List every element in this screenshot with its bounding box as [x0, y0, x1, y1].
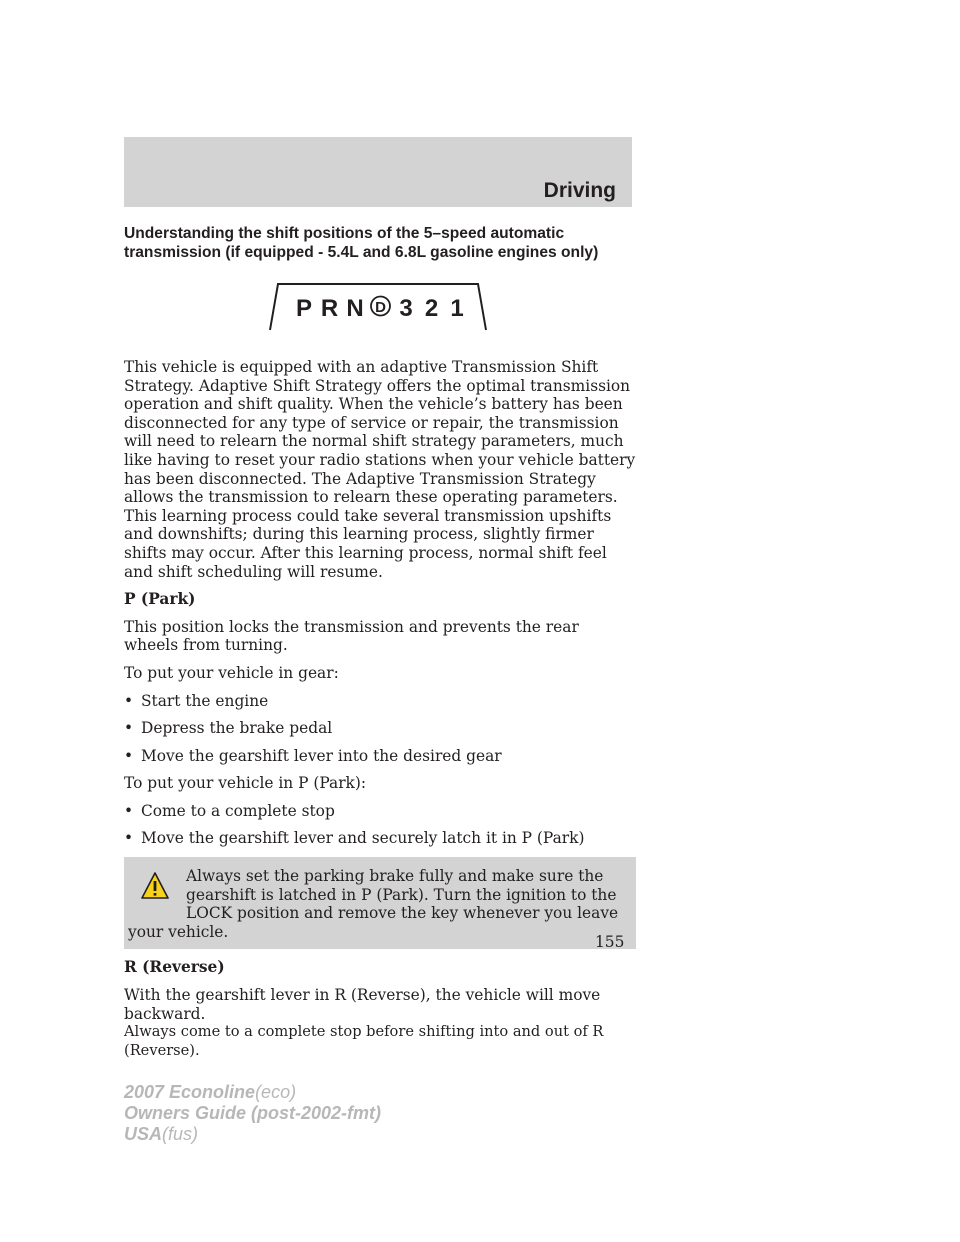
- section-title: Driving: [543, 179, 616, 202]
- page-body: [124, 358, 636, 1060]
- list-item: [124, 719, 636, 738]
- list-item: [124, 747, 636, 766]
- section-header-band: [124, 137, 632, 207]
- gear-intro: To put your vehicle in gear:: [124, 663, 339, 682]
- park-heading: P (Park): [124, 590, 196, 609]
- gear-letter-n: N: [346, 295, 364, 322]
- footer-market: USA: [124, 1124, 163, 1144]
- list-item: [124, 829, 636, 848]
- list-item-text: Start the engine: [141, 691, 269, 710]
- gear-letters: [296, 295, 464, 322]
- bullet-icon: •: [124, 746, 134, 765]
- footer-model: 2007 Econoline: [124, 1082, 256, 1102]
- warning-text: Always set the parking brake fully and make sure the gearshift is latched in P (Park). Turn the ignition to the LOCK position and remove the key whenever you leave your vehicle.: [128, 867, 619, 941]
- list-item-text: Move the gearshift lever and securely latch it in P (Park): [141, 829, 585, 848]
- list-item: [124, 692, 636, 711]
- bullet-icon: •: [124, 719, 134, 738]
- warning-triangle-icon: [140, 871, 170, 901]
- gear-letter-3: 3: [399, 295, 413, 322]
- page-number: 155: [595, 933, 625, 951]
- footer-model-code: (eco): [255, 1082, 297, 1102]
- footer-guide: Owners Guide (post-2002-fmt): [124, 1103, 382, 1123]
- page-heading: Understanding the shift positions of the 5–speed automatic transmission (if equipped - 5.4L and 6.8L gasoline engines only): [124, 225, 599, 261]
- footer: [124, 1082, 381, 1145]
- gear-letter-1: 1: [450, 295, 464, 322]
- bullet-icon: •: [124, 801, 134, 820]
- footer-line-market: [124, 1124, 381, 1145]
- bullet-icon: •: [124, 829, 134, 848]
- footer-line-guide: [124, 1103, 381, 1124]
- reverse-line-1: With the gearshift lever in R (Reverse), the vehicle will move backward.: [124, 986, 601, 1023]
- gear-letter-p: P: [295, 295, 313, 322]
- gear-letter-r: R: [320, 295, 339, 322]
- bullet-icon: •: [124, 691, 134, 710]
- warning-box: [124, 857, 636, 949]
- reverse-line-2: Always come to a complete stop before shifting into and out of R (Reverse).: [124, 1023, 604, 1059]
- footer-market-code: (fus): [162, 1124, 199, 1144]
- gear-letter-2: 2: [424, 295, 439, 322]
- park-description: This position locks the transmission and prevents the rear wheels from turning.: [124, 617, 579, 655]
- reverse-heading: R (Reverse): [124, 958, 225, 977]
- list-item-text: Depress the brake pedal: [141, 719, 333, 738]
- list-item: [124, 802, 636, 821]
- gear-indicator-graphic: [268, 282, 488, 332]
- footer-line-model: [124, 1082, 381, 1103]
- list-item-text: Come to a complete stop: [141, 801, 335, 820]
- intro-paragraph: This vehicle is equipped with an adaptive Transmission Shift Strategy. Adaptive Shift Strategy offers the optimal transmission operation and shift quality. When the vehicle’s battery has been disconnected for any type of service or repair, the transmission will need to relearn the normal shift strategy parameters, much like having to reset your radio stations when your vehicle battery has been disconnected. The Adaptive Transmission Strategy allows the transmission to relearn these operating parameters. This learning process could take several transmission upshifts and downshifts; during this learning process, slightly firmer shifts may occur. After this learning process, normal shift feel and shift scheduling will resume.: [124, 358, 636, 581]
- list-item-text: Move the gearshift lever into the desired gear: [141, 746, 502, 765]
- gear-letter-d: D: [375, 299, 386, 316]
- park-intro: To put your vehicle in P (Park):: [124, 774, 367, 793]
